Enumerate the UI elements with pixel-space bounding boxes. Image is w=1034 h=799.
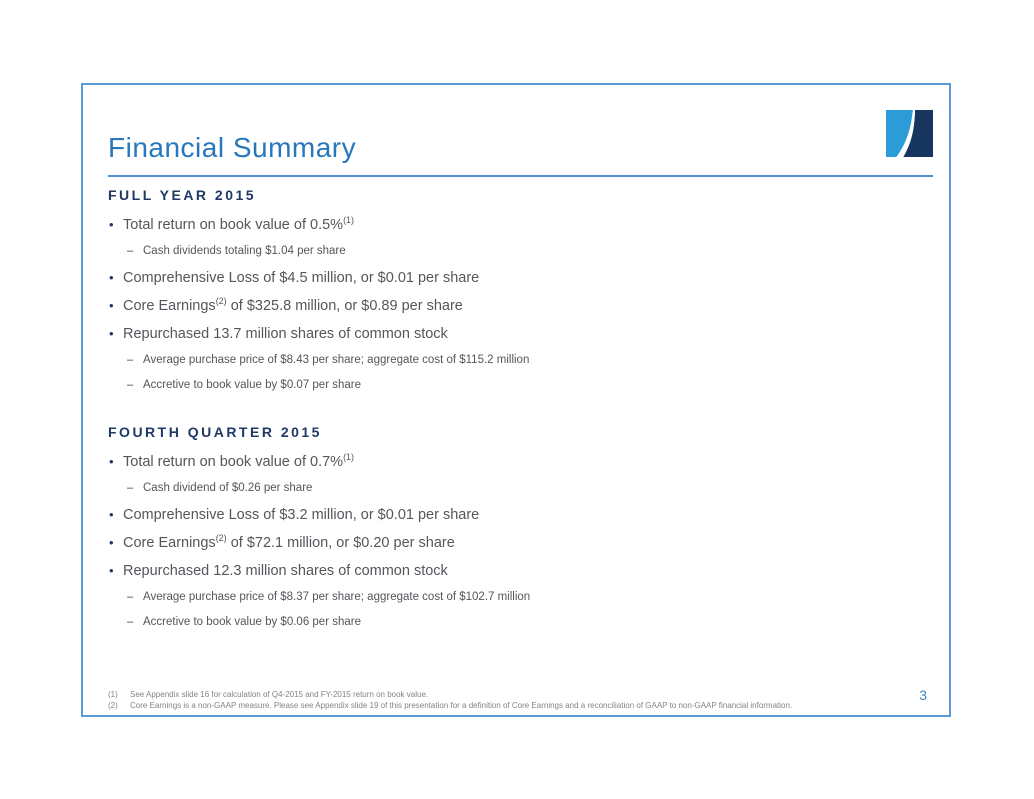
sub-bullet-item xyxy=(108,590,933,604)
sub-bullet-item xyxy=(108,353,933,367)
text-segment: Total return on book value of 0.7% xyxy=(123,454,344,470)
footnotes xyxy=(108,689,849,711)
text-segment: Core Earnings xyxy=(123,298,216,314)
footnote-text: See Appendix slide 16 for calculation of Q4-2015 and FY-2015 return on book value. xyxy=(130,690,429,699)
bullet-text xyxy=(123,298,463,314)
bullet-icon: • xyxy=(109,563,114,578)
company-logo xyxy=(886,109,933,158)
dash-icon: – xyxy=(127,354,134,366)
bullet-icon: • xyxy=(109,507,114,522)
bullet-item xyxy=(108,269,933,287)
text-segment: Comprehensive Loss of $3.2 million, or $0.01 per share xyxy=(123,507,480,523)
bullet-icon: • xyxy=(109,270,114,285)
dash-icon: – xyxy=(127,616,134,628)
footnote-reference: (1) xyxy=(343,215,355,226)
text-segment: Cash dividends totaling $1.04 per share xyxy=(143,245,346,257)
title-divider xyxy=(108,175,933,177)
text-segment: Cash dividend of $0.26 per share xyxy=(143,482,313,494)
bullet-icon: • xyxy=(109,217,114,232)
text-segment: of $72.1 million, or $0.20 per share xyxy=(226,535,455,551)
footnote-reference: (2) xyxy=(215,296,227,307)
section xyxy=(108,187,933,392)
text-segment: Core Earnings xyxy=(123,535,216,551)
bullet-item xyxy=(108,506,933,524)
dash-icon: – xyxy=(127,482,134,494)
footnote-row xyxy=(108,689,849,700)
section-heading: FULL YEAR 2015 xyxy=(108,187,257,203)
sub-bullet-item xyxy=(108,615,933,629)
slide xyxy=(81,83,951,717)
footnote-reference: (1) xyxy=(343,452,355,463)
footnote-row xyxy=(108,700,849,711)
text-segment: Comprehensive Loss of $4.5 million, or $0.01 per share xyxy=(123,270,480,286)
bullet-text xyxy=(123,326,448,342)
bullet-text xyxy=(123,563,448,579)
sub-bullet-item xyxy=(108,378,933,392)
dash-icon: – xyxy=(127,245,134,257)
bullet-text xyxy=(143,245,346,257)
section xyxy=(108,424,933,629)
text-segment: Accretive to book value by $0.06 per share xyxy=(143,616,361,628)
page-number: 3 xyxy=(919,687,927,703)
bullet-text xyxy=(143,616,361,628)
bullet-text xyxy=(123,217,354,233)
bullet-item xyxy=(108,297,933,315)
text-segment: Total return on book value of 0.5% xyxy=(123,217,344,233)
bullet-icon: • xyxy=(109,298,114,313)
bullet-icon: • xyxy=(109,535,114,550)
dash-icon: – xyxy=(127,591,134,603)
bullet-item xyxy=(108,562,933,580)
footnote-label: (1) xyxy=(108,690,118,699)
text-segment: of $325.8 million, or $0.89 per share xyxy=(226,298,463,314)
text-segment: Average purchase price of $8.43 per share; aggregate cost of $115.2 million xyxy=(143,354,530,366)
sub-bullet-item xyxy=(108,244,933,258)
text-segment: Repurchased 13.7 million shares of common stock xyxy=(123,326,448,342)
bullet-text xyxy=(143,354,529,366)
bullet-icon: • xyxy=(109,454,114,469)
footnote-text: Core Earnings is a non-GAAP measure. Please see Appendix slide 19 of this presentation for a definition of Core Earnings and a reconciliation of GAAP to non-GAAP financial information. xyxy=(130,701,793,710)
sub-bullet-item xyxy=(108,481,933,495)
bullet-text xyxy=(143,482,312,494)
bullet-item xyxy=(108,453,933,471)
slide-title: Financial Summary xyxy=(108,132,357,163)
dash-icon: – xyxy=(127,379,134,391)
bullet-icon: • xyxy=(109,326,114,341)
bullet-text xyxy=(143,591,530,603)
footnote-reference: (2) xyxy=(215,533,227,544)
text-segment: Average purchase price of $8.37 per share; aggregate cost of $102.7 million xyxy=(143,591,531,603)
footnote-label: (2) xyxy=(108,701,118,710)
two-tone-swoosh-logo-icon xyxy=(886,109,933,158)
section-heading: FOURTH QUARTER 2015 xyxy=(108,424,322,440)
sections-container xyxy=(108,187,933,629)
bullet-text xyxy=(123,270,479,286)
text-segment: Accretive to book value by $0.07 per share xyxy=(143,379,361,391)
bullet-item xyxy=(108,534,933,552)
bullet-text xyxy=(123,507,479,523)
text-segment: Repurchased 12.3 million shares of common stock xyxy=(123,563,448,579)
bullet-item xyxy=(108,216,933,234)
bullet-item xyxy=(108,325,933,343)
bullet-text xyxy=(123,454,354,470)
bullet-text xyxy=(123,535,455,551)
bullet-text xyxy=(143,379,361,391)
